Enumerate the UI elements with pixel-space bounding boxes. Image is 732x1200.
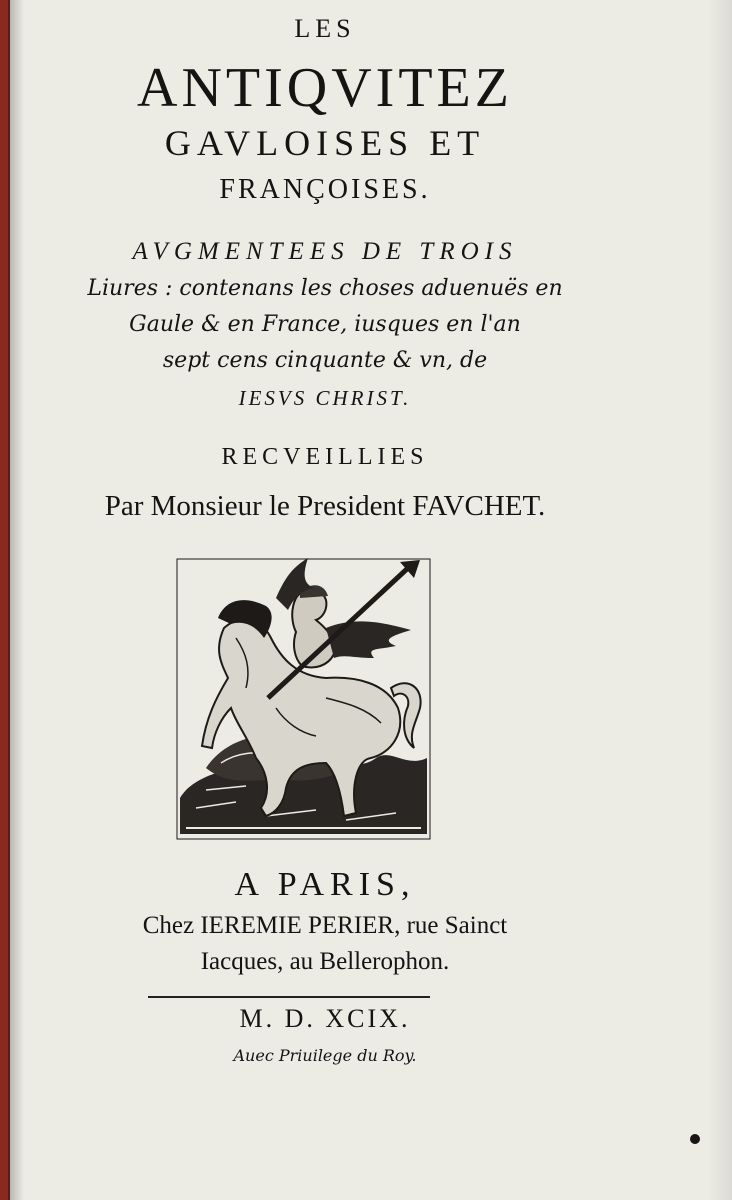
subtitle-line-sept: sept cens cinquante & vn, de: [162, 348, 488, 373]
title-francoises: FRANÇOISES.: [219, 174, 431, 205]
imprint-printer: Chez IEREMIE PERIER, rue Sainct: [142, 912, 508, 939]
subtitle-augmentees: AVGMENTEES DE TROIS: [132, 238, 518, 265]
title-gauloises: GAVLOISES ET: [164, 123, 486, 163]
subtitle-line-gaule: Gaule & en France, iusques en l'an: [129, 312, 521, 337]
divider-rule: [148, 996, 430, 998]
imprint-address: Iacques, au Bellerophon.: [200, 948, 450, 975]
author-line: Par Monsieur le President FAVCHET.: [104, 490, 546, 522]
title-antiquitez: ANTIQVITEZ: [137, 57, 513, 119]
subtitle-line-livres: Liures : contenans les choses aduenuës en: [87, 276, 563, 301]
imprint-date: M. D. XCIX.: [239, 1004, 411, 1033]
woodcut-illustration: [176, 558, 431, 840]
title-les: LES: [294, 14, 356, 43]
ink-spot: [690, 1134, 700, 1144]
recueillies-label: RECVEILLIES: [221, 444, 429, 470]
subtitle-line-iesus: IESVS CHRIST.: [238, 386, 412, 410]
title-page: [8, 0, 732, 1200]
imprint-city: A PARIS,: [234, 866, 416, 903]
privilege-line: Auec Priuilege du Roy.: [233, 1046, 417, 1065]
